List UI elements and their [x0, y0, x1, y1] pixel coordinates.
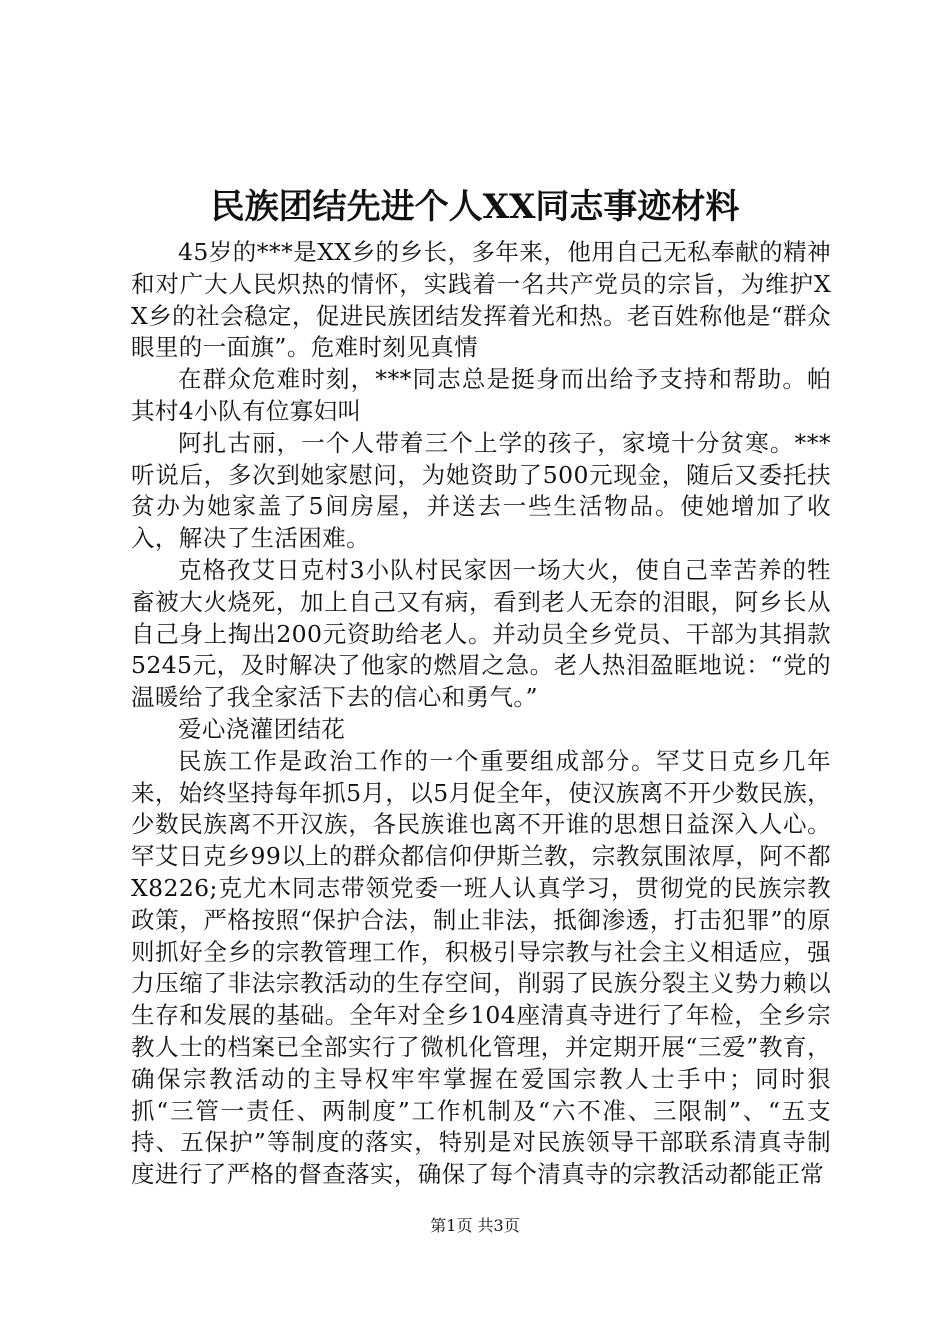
paragraph-widow-aid: 阿扎古丽，一个人带着三个上学的孩子，家境十分贫寒。***听说后，多次到她家慰问，为她资助了500元现金，随后又委托扶贫办为她家盖了5间房屋，并送去一些生活物品。使她增加了收入，解决了生活困难。 — [131, 428, 831, 553]
section-heading-unity: 爱心浇灌团结花 — [178, 714, 346, 743]
page-number-footer: 第1页 共3页 — [430, 1216, 520, 1235]
paragraph-ethnic-work: 民族工作是政治工作的一个重要组成部分。罕艾日克乡几年来，始终坚持每年抓5月，以5月促全年，使汉族离不开少数民族，少数民族离不开汉族，各民族谁也离不开谁的思想日益深入人心。罕艾日克乡99以上的群众都信仰伊斯兰教，宗教氛围浓厚，阿不都X8226;克尤木同志带领党委一班人认真学习，贯彻党的民族宗教政策，严格按照“保护合法，制止非法，抵御渗透，打击犯罪”的原则抓好全乡的宗教管理工作，积极引导宗教与社会主义相适应，强力压缩了非法宗教活动的生存空间，削弱了民族分裂主义势力赖以生存和发展的基础。全年对全乡104座清真寺进行了年检，全乡宗教人士的档案已全部实行了微机化管理，并定期开展“三爱”教育，确保宗教活动的主导权牢牢掌握在爱国宗教人士手中；同时狠抓“三管一责任、两制度”工作机制及“六不准、三限制”、“五支持、五保护”等制度的落实，特别是对民族领导干部联系清真寺制度进行了严格的督查落实，确保了每个清真寺的宗教活动都能正常 — [131, 746, 831, 1189]
paragraph-crisis-help: 在群众危难时刻，***同志总是挺身而出给予支持和帮助。帕其村4小队有位寡妇叫 — [131, 365, 831, 425]
document-title: 民族团结先进个人XX同志事迹材料 — [210, 187, 740, 227]
paragraph-fire-relief: 克格孜艾日克村3小队村民家因一场大火，使自己幸苦养的牲畜被大火烧死，加上自己又有病，看到老人无奈的泪眼，阿乡长从自己身上掏出200元资助给老人。并动员全乡党员、干部为其捐款5245元，及时解决了他家的燃眉之急。老人热泪盈眶地说：“党的温暖给了我全家活下去的信心和勇气。” — [131, 555, 831, 712]
paragraph-intro: 45岁的***是XX乡的乡长，多年来，他用自己无私奉献的精神和对广大人民炽热的情怀，实践着一名共产党员的宗旨，为维护XX乡的社会稳定，促进民族团结发挥着光和热。老百姓称他是“群众眼里的一面旗”。危难时刻见真情 — [131, 238, 831, 362]
document-body — [131, 237, 831, 1191]
